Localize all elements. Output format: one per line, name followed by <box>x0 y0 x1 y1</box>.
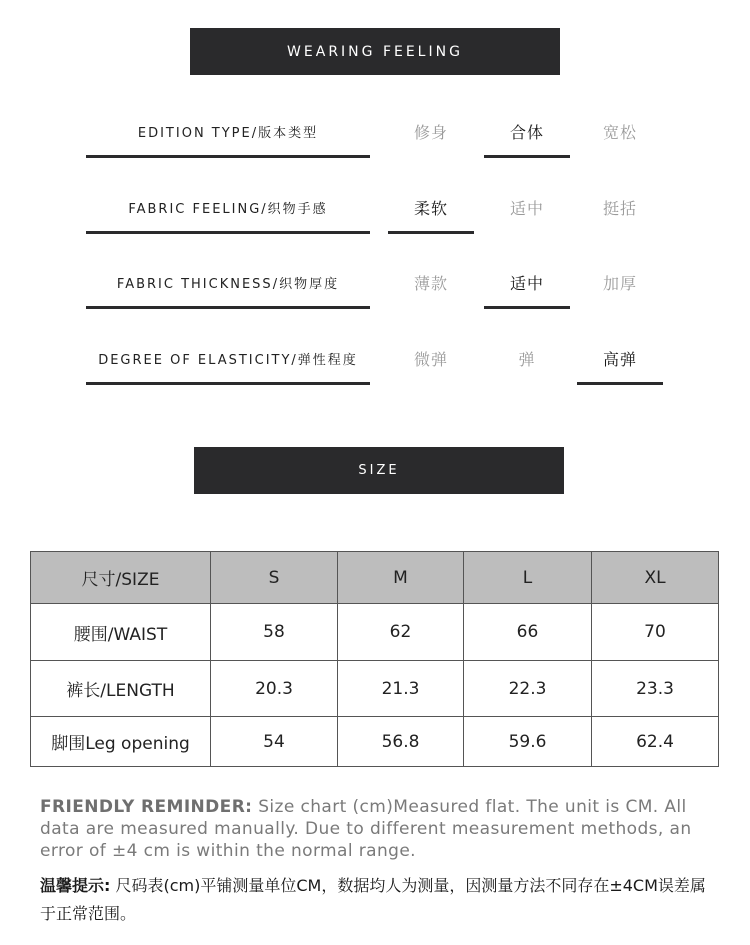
table-header-cell: XL <box>592 552 719 604</box>
size-banner <box>194 447 564 494</box>
feeling-option-selected: 适中 <box>484 258 570 309</box>
table-cell: 56.8 <box>338 717 464 767</box>
feeling-option: 挺括 <box>602 198 637 218</box>
size-title: SIZE <box>358 463 400 478</box>
table-header-cell: M <box>338 552 464 604</box>
feeling-row-fabric-thickness <box>0 258 750 318</box>
table-cell: 59.6 <box>464 717 592 767</box>
warm-tips <box>40 872 720 928</box>
reminder-label: FRIENDLY REMINDER: <box>40 797 253 817</box>
wearing-feeling-banner <box>190 28 560 75</box>
feeling-row-elasticity <box>0 334 750 394</box>
table-row <box>31 604 719 661</box>
table-row <box>31 661 719 717</box>
feeling-option: 微弹 <box>413 349 448 369</box>
table-cell: 70 <box>592 604 719 661</box>
feeling-option: 加厚 <box>602 273 637 293</box>
table-cell: 62 <box>338 604 464 661</box>
feeling-option: 宽松 <box>602 122 637 142</box>
feeling-option: 适中 <box>509 198 544 218</box>
table-cell: 66 <box>464 604 592 661</box>
size-table <box>30 551 719 767</box>
feeling-option-selected: 合体 <box>484 107 570 158</box>
table-cell: 23.3 <box>592 661 719 717</box>
feeling-option: 修身 <box>413 122 448 142</box>
feeling-row-edition-type <box>0 107 750 167</box>
table-header-cell: 尺寸/SIZE <box>31 552 211 604</box>
table-cell: 脚围Leg opening <box>31 717 211 767</box>
feeling-label: FABRIC THICKNESS/织物厚度 <box>86 258 370 309</box>
feeling-label: DEGREE OF ELASTICITY/弹性程度 <box>86 334 370 385</box>
table-cell: 58 <box>211 604 338 661</box>
table-cell: 62.4 <box>592 717 719 767</box>
feeling-option-selected: 柔软 <box>388 183 474 234</box>
table-header-row <box>31 552 719 604</box>
table-cell: 21.3 <box>338 661 464 717</box>
feeling-label: EDITION TYPE/版本类型 <box>86 107 370 158</box>
tips-label: 温馨提示: <box>40 876 111 895</box>
table-header-cell: L <box>464 552 592 604</box>
feeling-option-selected: 高弹 <box>577 334 663 385</box>
friendly-reminder <box>40 796 720 862</box>
wearing-feeling-title: WEARING FEELING <box>287 43 463 60</box>
table-cell: 22.3 <box>464 661 592 717</box>
table-cell: 54 <box>211 717 338 767</box>
feeling-label: FABRIC FEELING/织物手感 <box>86 183 370 234</box>
table-header-cell: S <box>211 552 338 604</box>
feeling-option: 弹 <box>518 349 536 369</box>
tips-text: 尺码表(cm)平铺测量单位CM，数据均人为测量，因测量方法不同存在±4CM误差属于正常范围。 <box>40 876 706 923</box>
reminder-text: Size chart (cm)Measured flat. The unit is CM. All data are measured manually. Due to different measurement methods, an error of ±4 cm is within the normal range. <box>40 797 692 861</box>
feeling-row-fabric-feeling <box>0 183 750 243</box>
table-cell: 20.3 <box>211 661 338 717</box>
feeling-option: 薄款 <box>413 273 448 293</box>
table-cell: 腰围/WAIST <box>31 604 211 661</box>
table-cell: 裤长/LENGTH <box>31 661 211 717</box>
table-row <box>31 717 719 767</box>
